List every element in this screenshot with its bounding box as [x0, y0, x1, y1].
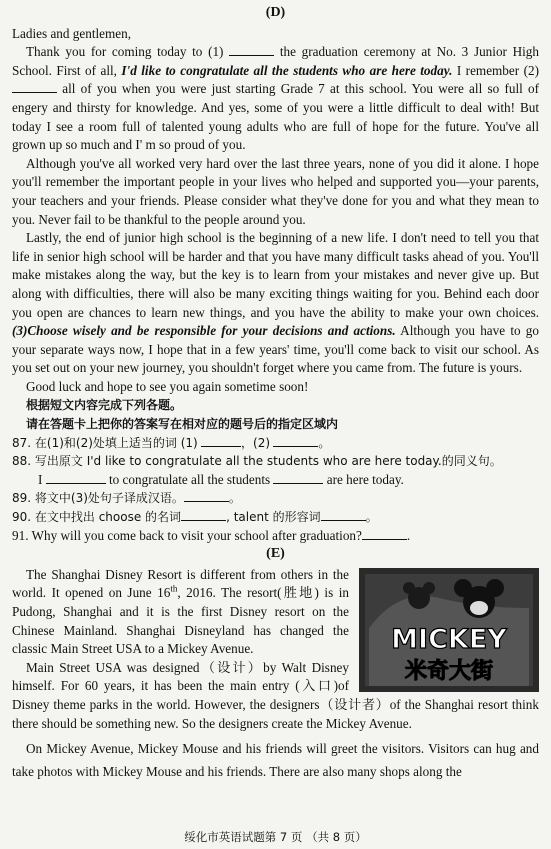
mickey-avenue-image	[359, 568, 539, 692]
paragraph-d2: Although you've all worked very hard over the last three years, none of you did it alone. I hope you'll remember the important people in your lives who helped and supported you—your parents, your teachers and your friends. Please consider what they've done for you and what they mean to you. Never fail to be thankful to the people around you.	[12, 155, 539, 227]
paragraph-d3: Lastly, the end of junior high school is the beginning of a new life. I don't need to tell you that life in senior high school will be harder and that you have many difficult tasks ahead of you. You'll make mistakes along the way, but the key is to learn from your mistakes and never give up. But along with difficulties, there will also be many exciting things waiting for you. Behind each door you open are chances to learn new things, and you have the ability to make your own choices. (3)Choose wisely and be responsible for your decisions and actions. Although you have to go your separate ways now, I hope that in a few years' time, you'll come back to visit our school. As you set out on your new journey, you shouldn't forget where you came from. The future is yours.	[12, 230, 539, 376]
question-88-answer: I to congratulate all the students are here today.	[38, 471, 404, 487]
answer-91	[362, 527, 407, 540]
mickey-illustration	[359, 568, 539, 692]
paragraph-e3: On Mickey Avenue, Mickey Mouse and his friends will greet the visitors. Visitors can hug and take photos with Mickey Mouse and his friends. There are also many shops along the	[12, 741, 539, 780]
question-88: 88. 写出原文 I'd like to congratulate all the students who are here today.的同义句。	[12, 454, 502, 469]
section-e-title: (E)	[266, 546, 285, 562]
target-sentence: I'd like to congratulate all the students who are here today.	[121, 62, 453, 78]
instruction-1: 根据短文内容完成下列各题。	[26, 398, 183, 413]
question-90: 90. 在文中找出 choose 的名词 , talent 的形容词 。	[12, 510, 378, 525]
sentence-3: (3)Choose wisely and be responsible for your decisions and actions.	[12, 323, 396, 339]
paragraph-e2: Main Street USA was designed（设计）by Walt Disney himself. For 60 years, it has been the main entry (入口)of Disney theme parks in the world. However, the designers（设计者）of the Shanghai resort think there should be something new. So the designers create the Mickey Avenue.	[12, 659, 539, 731]
question-87: 87. 在(1)和(2)处填上适当的词 (1) ，(2) 。	[12, 435, 331, 450]
question-91: 91. Why will you come back to visit your school after graduation? .	[12, 527, 411, 543]
instruction-2: 请在答题卡上把你的答案写在相对应的题号后的指定区域内	[26, 417, 339, 432]
answer-87-2	[273, 434, 318, 447]
paragraph-d4: Good luck and hope to see you again sometime soon!	[26, 378, 309, 394]
page-footer: 绥化市英语试题第 7 页 （共 8 页）	[184, 830, 367, 844]
paragraph-e1: The Shanghai Disney Resort is different from others in the world. It opened on June 16th, 2016. The resort(胜地) is in Pudong, Shanghai and it is the first Disney resort on the Chinese Mainland. Shanghai Disneyland has changed the classic Main Street USA to a Mickey Avenue.	[12, 566, 349, 657]
salutation: Ladies and gentlemen,	[12, 25, 132, 41]
mickey-avenue-caption: 米奇大街	[404, 658, 494, 684]
answer-89	[184, 489, 229, 502]
exam-page	[12, 0, 539, 844]
answer-88-1	[46, 471, 106, 484]
blank-2	[12, 80, 57, 93]
mickey-logo-text: MICKEY	[391, 623, 507, 655]
answer-90-2	[321, 508, 366, 521]
answer-90-1	[181, 508, 226, 521]
section-d-title: (D)	[265, 5, 286, 20]
answer-88-2	[273, 471, 323, 484]
paragraph-d1: Thank you for coming today to (1) the graduation ceremony at No. 3 Junior High School. First of all, I'd like to congratulate all the students who are here today. I remember (2) all of you when you were just starting Grade 7 at this school. You were all so full of engery and thirsty for knowledge. And yes, some of you were a little difficult to deal with! But today I see a room full of talented young adults who are full of hope for the future. You've all grown up so much and I' m so proud of you.	[12, 44, 539, 153]
answer-87-1	[201, 434, 241, 447]
blank-1	[229, 43, 274, 56]
question-89: 89. 将文中(3)处句子译成汉语。 。	[12, 491, 241, 506]
